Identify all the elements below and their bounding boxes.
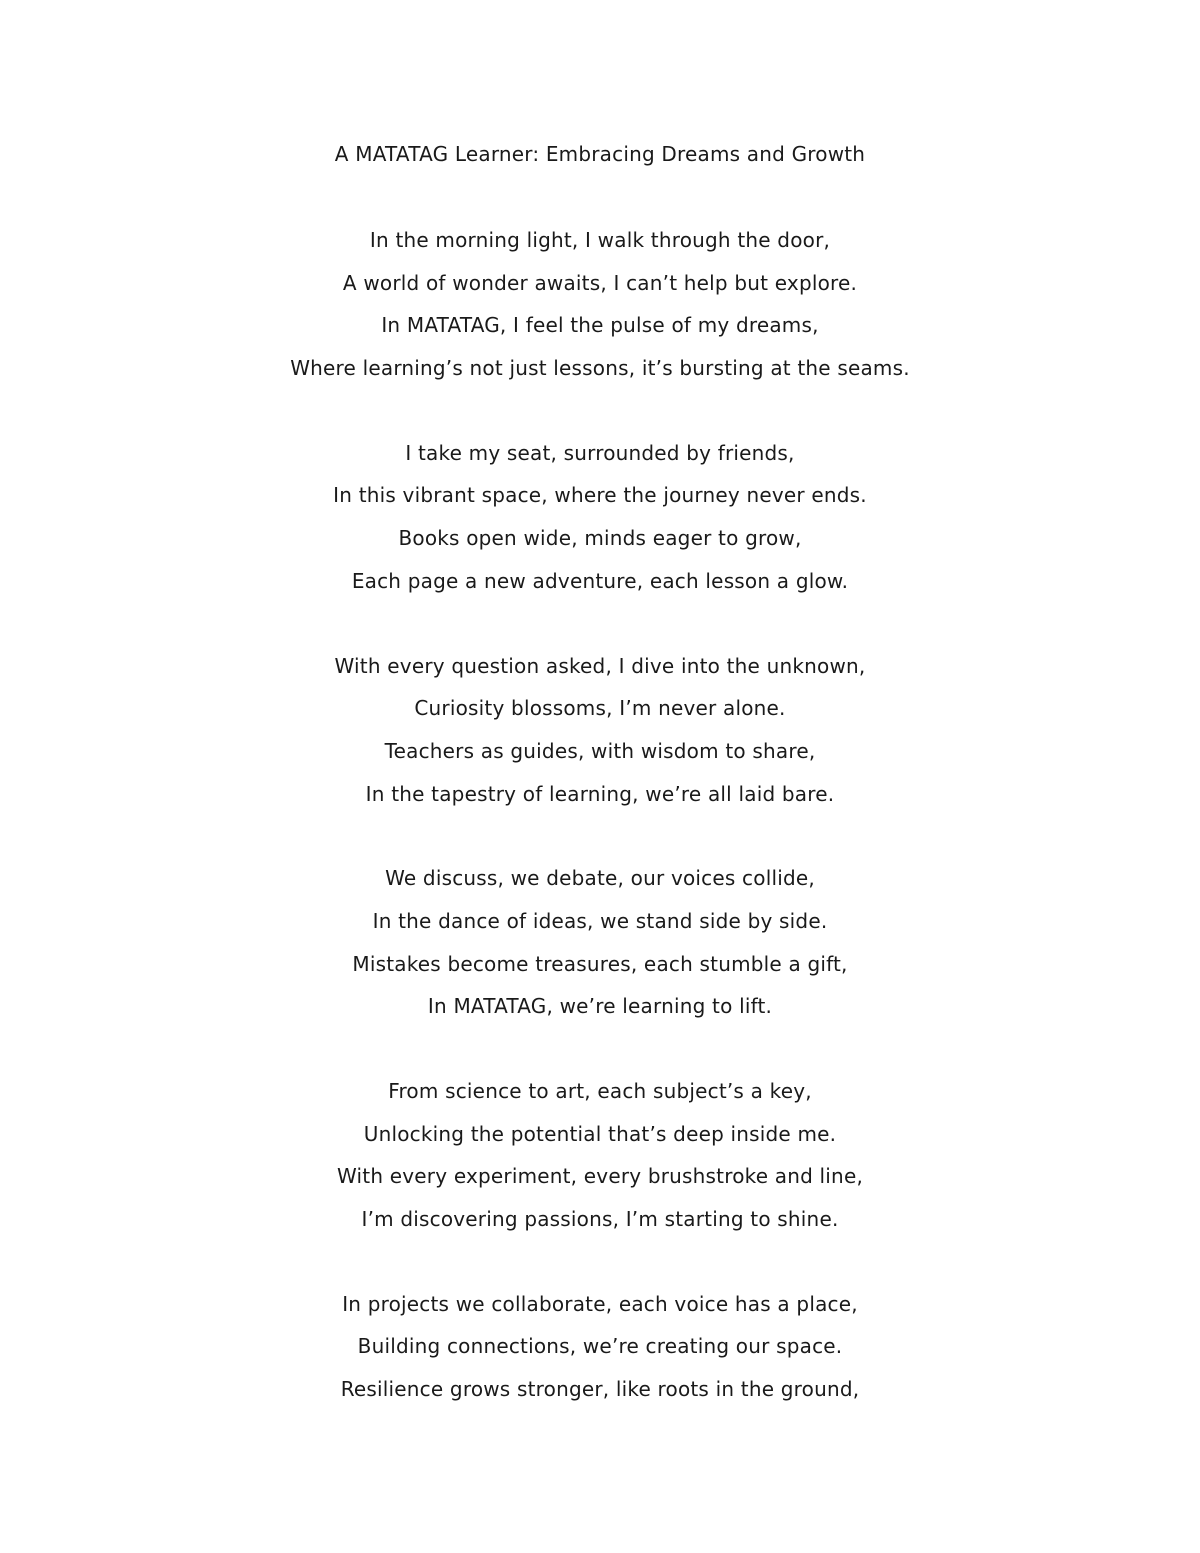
stanza-6 [0,1290,1200,1418]
poem-body [0,226,1200,1460]
poem-line: In this vibrant space, where the journey never ends. [333,483,867,508]
stanza-3 [0,652,1200,823]
poem-line: With every question asked, I dive into the unknown, [334,653,866,678]
poem-line: Teachers as guides, with wisdom to share, [384,738,816,763]
stanza-4 [0,864,1200,1035]
poem-line: Unlocking the potential that’s deep inside me. [363,1121,837,1146]
poem-line: In the dance of ideas, we stand side by side. [372,908,828,933]
poem-line: With every experiment, every brushstroke and line, [336,1164,863,1189]
poem-line: In MATATAG, I feel the pulse of my dreams, [381,313,819,338]
poem-line: Each page a new adventure, each lesson a glow. [351,568,849,593]
poem-line: Curiosity blossoms, I’m never alone. [414,696,786,721]
poem-line: Books open wide, minds eager to grow, [398,526,802,551]
poem-line: From science to art, each subject’s a key, [388,1079,812,1103]
poem-line: I take my seat, surrounded by friends, [405,440,795,465]
poem-line: In MATATAG, we’re learning to lift. [427,994,773,1019]
poem-line: A world of wonder awaits, I can’t help but explore. [342,270,858,295]
poem-line: We discuss, we debate, our voices collide, [385,866,815,891]
poem-line: I’m discovering passions, I’m starting to shine. [361,1207,839,1232]
stanza-5 [0,1077,1200,1248]
poem-line: Where learning’s not just lessons, it’s bursting at the seams. [290,356,910,381]
poem-line: In the tapestry of learning, we’re all laid bare. [365,781,835,806]
poem-line: In projects we collaborate, each voice has a place, [342,1291,858,1316]
stanza-2 [0,439,1200,610]
poem-line: Mistakes become treasures, each stumble a gift, [352,951,848,976]
poem-title: A MATATAG Learner: Embracing Dreams and Growth [334,142,866,166]
poem-line: Building connections, we’re creating our space. [357,1334,843,1359]
stanza-1 [0,226,1200,397]
poem-line: Resilience grows stronger, like roots in the ground, [340,1377,860,1402]
poem-line: In the morning light, I walk through the door, [369,228,831,252]
